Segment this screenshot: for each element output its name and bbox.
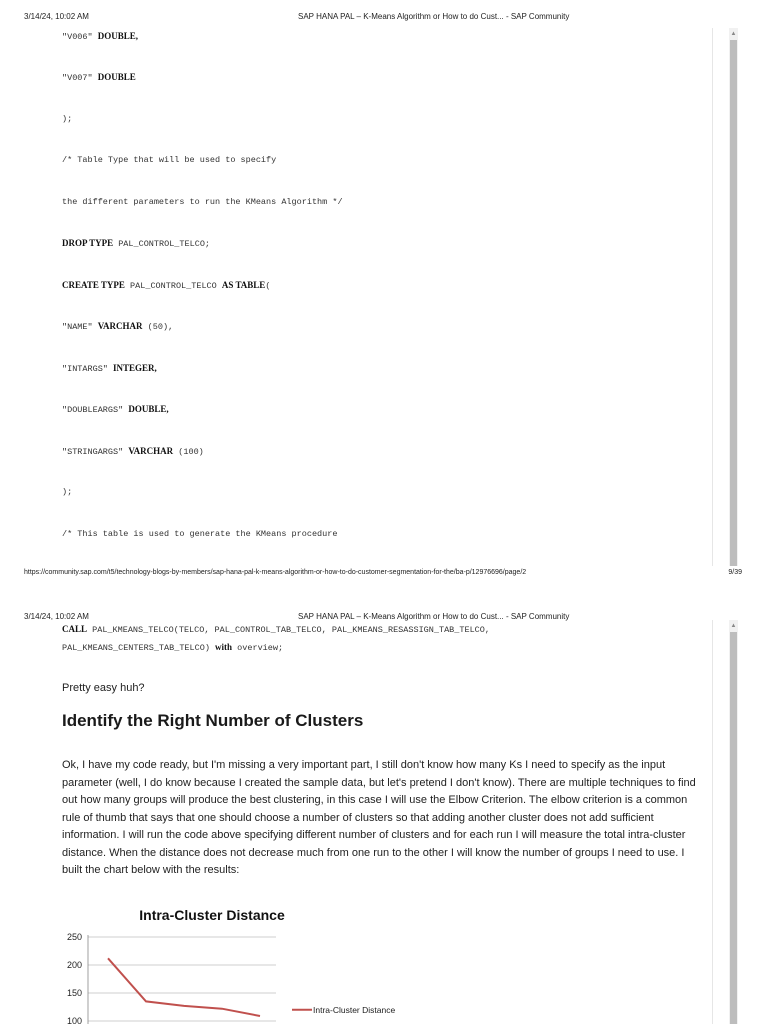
chart-title: Intra-Cluster Distance [139,907,285,923]
code-line: "DOUBLEARGS" DOUBLE, [62,404,169,415]
code-line: "V006" DOUBLE, [62,31,138,42]
code-line: CALL PAL_KMEANS_TELCO(TELCO, PAL_CONTROL_TAB_TELCO, PAL_KMEANS_RESASSIGN_TAB_TELCO, [62,624,490,635]
scrollbar-thumb[interactable] [730,632,737,1024]
code-line: PAL_KMEANS_CENTERS_TAB_TELCO) with overview; [62,642,284,653]
series-line [108,958,260,1016]
legend-label: Intra-Cluster Distance [313,1004,396,1015]
pdf-page-10 [0,600,768,1024]
print-date: 3/14/24, 10:02 AM [24,12,89,21]
scroll-up-icon[interactable]: ▲ [730,623,737,629]
print-date: 3/14/24, 10:02 AM [24,612,89,621]
print-title: SAP HANA PAL – K-Means Algorithm or How to do Cust... - SAP Community [298,612,570,621]
scrollbar[interactable] [729,28,738,566]
page-gap [0,582,768,600]
code-line: "V007" DOUBLE [62,72,136,83]
scroll-up-icon[interactable]: ▲ [730,31,737,37]
code-comment: the different parameters to run the KMeans Algorithm */ [62,197,343,207]
y-tick-label: 200 [66,960,82,970]
code-line: ); [62,114,73,124]
print-title: SAP HANA PAL – K-Means Algorithm or How to do Cust... - SAP Community [298,12,570,21]
print-url: https://community.sap.com/t5/technology-blogs-by-members/sap-hana-pal-k-means-algorithm-or-how-to-do-customer-segmentation-for-the/ba-p/12976696/page/2 [24,569,527,576]
y-tick-label: 100 [66,1016,82,1024]
intra-cluster-distance-chart [48,900,428,1024]
code-line: "NAME" VARCHAR (50), [62,321,174,332]
code-comment: /* Table Type that will be used to specify [62,155,277,165]
content-divider [712,620,713,1024]
code-line: DROP TYPE PAL_CONTROL_TELCO; [62,238,211,249]
content-divider [712,28,713,566]
code-line: CREATE TYPE PAL_CONTROL_TELCO AS TABLE( [62,280,271,291]
section-heading: Identify the Right Number of Clusters [62,711,364,730]
scrollbar[interactable] [729,620,738,1024]
scrollbar-thumb[interactable] [730,40,737,566]
code-line: "STRINGARGS" VARCHAR (100) [62,446,204,457]
y-tick-label: 150 [66,988,82,998]
code-line: ); [62,487,73,497]
body-paragraph: Ok, I have my code ready, but I'm missing a very important part, I still don't know how many Ks I need to specify as the input parameter (well, I do know because I created the sample data, but let's pretend I don't know). There are multiple techniques to find out how many groups will produce the best clustering, in this case I will use the Elbow Criterion. The elbow criterion is a common rule of thumb that says that one should choose a number of clusters so that adding another cluster does not add sufficient information. I will run the code above specifying different number of clusters and for each run I will measure the total intra-cluster distance. When the distance does not decrease much from one run to the other I will know the number of groups I need to use. I built the chart below with the results: [62,759,696,876]
page-number: 9/39 [728,569,742,576]
body-text: Pretty easy huh? [62,682,145,694]
code-comment: /* This table is used to generate the KMeans procedure [62,529,338,539]
code-line: "INTARGS" INTEGER, [62,363,157,374]
y-tick-label: 250 [66,932,82,942]
